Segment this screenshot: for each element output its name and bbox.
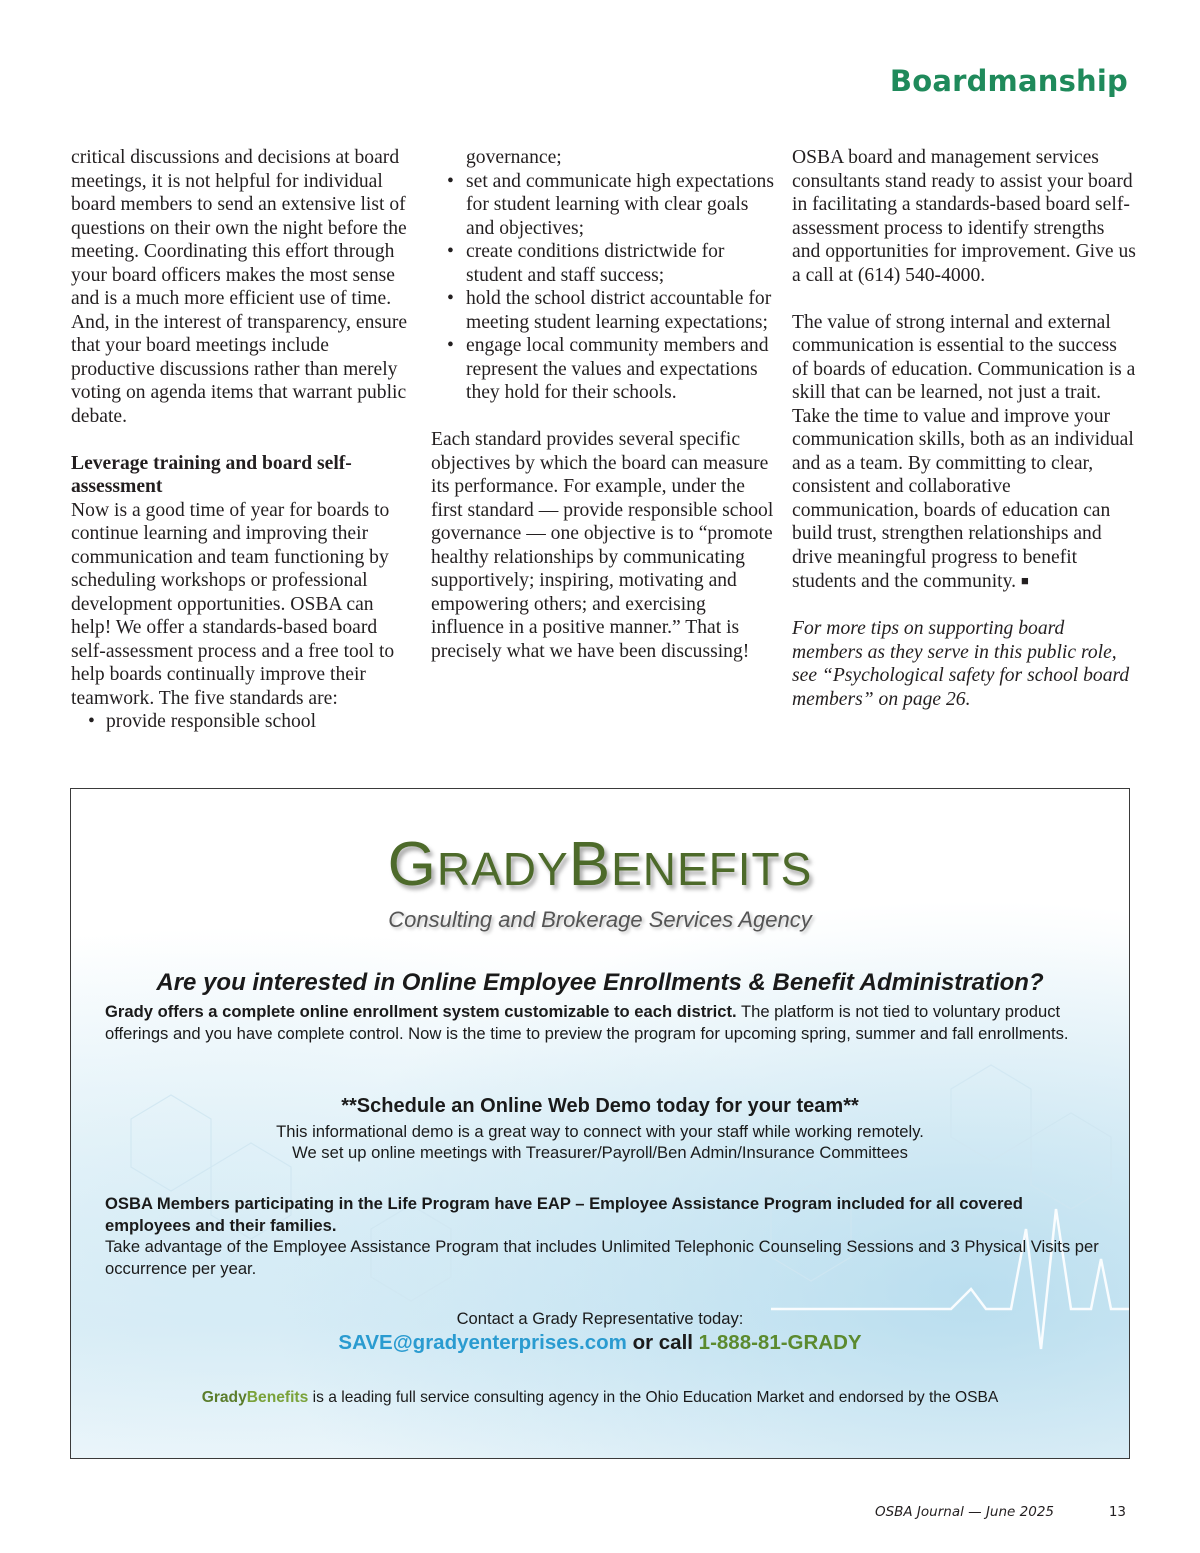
brand-name-part-1: Grady bbox=[201, 1389, 247, 1406]
col3-paragraph-2-text: The value of strong internal and external communication is essential to the success of boards of education. Communication is a skill that can be learned, not just a trait. Take the time to value and improve your communication skills, both as an individual and as a team. By committing to clear, consistent and collaborative communication, boards of education can build trust, strengthen relationships and drive meaningful progress to benefit students and the community. bbox=[792, 311, 1136, 592]
article-column-2 bbox=[431, 146, 776, 663]
or-call-text: or call bbox=[626, 1331, 699, 1354]
standards-list bbox=[431, 170, 776, 405]
list-item-continuation: governance; bbox=[466, 147, 562, 168]
ad-paragraph-1-bold: Grady offers a complete online enrollment system customizable to each district. bbox=[105, 1002, 737, 1021]
ad-paragraph-2-text: Take advantage of the Employee Assistance Program that includes Unlimited Telephonic Counseling Sessions and 3 Physical Visits per occurrence per year. bbox=[105, 1237, 1099, 1278]
list-item: • set and communicate high expectations for student learning with clear goals and objectives; bbox=[431, 170, 776, 241]
demo-line-1: This informational demo is a great way to connect with your staff while working remotely. bbox=[276, 1122, 924, 1141]
contact-line: Contact a Grady Representative today: bbox=[456, 1309, 744, 1328]
logo-initial-g: G bbox=[387, 830, 437, 899]
list-item: • provide responsible school bbox=[71, 710, 416, 734]
ad-footer-text: is a leading full service consulting agency in the Ohio Education Market and endorsed by the OSBA bbox=[308, 1389, 999, 1406]
grady-benefits-logo bbox=[71, 829, 1129, 900]
list-item: • hold the school district accountable for meeting student learning expectations; bbox=[431, 287, 776, 334]
col3-paragraph-2 bbox=[792, 311, 1137, 594]
brand-name bbox=[202, 1389, 309, 1406]
col1-paragraph-2: Now is a good time of year for boards to continue learning and improving their communication and team functioning by scheduling workshops or professional development opportunities. OSBA can help! We offer a standards-based board self-assessment process and a free tool to help boards continually improve their teamwork. The five standards are: bbox=[71, 499, 395, 709]
col3-note: For more tips on supporting board members as they serve in this public role, see “Psychological safety for school board members” on page 26. bbox=[792, 618, 1130, 710]
grady-benefits-ad bbox=[70, 788, 1130, 1459]
logo-tagline: Consulting and Brokerage Services Agency bbox=[388, 907, 812, 932]
list-item: • create conditions districtwide for student and staff success; bbox=[431, 240, 776, 287]
standards-list-start bbox=[71, 710, 416, 734]
col1-paragraph-1: critical discussions and decisions at board meetings, it is not helpful for individual board members to send an extensive list of questions on their own the night before the meeting. Coordinating this effort through your board officers makes the most sense and is a much more efficient use of time. And, in the interest of transparency, ensure that your board meetings include productive discussions rather than merely voting on agenda items that warrant public debate. bbox=[71, 147, 408, 427]
ad-paragraph-2 bbox=[105, 1193, 1105, 1279]
contact-info bbox=[71, 1331, 1129, 1355]
logo-rest-benefits: ENEFITS bbox=[611, 843, 813, 895]
col3-paragraph-1: OSBA board and management services consultants stand ready to assist your board in facilitating a standards-based board self-assessment process to identify strengths and opportunities for improvement. Give us a call at (614) 540-4000. bbox=[792, 147, 1136, 286]
email-link[interactable]: SAVE@gradyenterprises.com bbox=[338, 1331, 627, 1354]
ad-paragraph-1-text: The platform is not tied to voluntary product offerings and you have complete control. Now is the time to preview the program for upcoming spring, summer and fall enrollments. bbox=[105, 1002, 1069, 1043]
end-mark-icon: ■ bbox=[1020, 573, 1029, 588]
article-column-3 bbox=[792, 146, 1137, 711]
col2-paragraph-1: Each standard provides several specific objectives by which the board can measure its performance. For example, under the first standard — provide responsible school governance — one objective is to “promote healthy relationships by communicating supportively; inspiring, motivating and empowering others; and exercising influence in a positive manner.” That is precisely what we have been discussing! bbox=[431, 429, 774, 662]
col1-subhead: Leverage training and board self-assessment bbox=[71, 452, 352, 497]
ad-paragraph-2-bold: OSBA Members participating in the Life Program have EAP – Employee Assistance Program included for all covered employees and their families. bbox=[105, 1194, 1023, 1235]
page-number: 13 bbox=[1108, 1504, 1126, 1520]
demo-line-2: We set up online meetings with Treasurer/Payroll/Ben Admin/Insurance Committees bbox=[292, 1143, 908, 1162]
brand-name-part-2: Benefits bbox=[246, 1389, 309, 1406]
article-column-1 bbox=[71, 146, 416, 734]
section-title: Boardmanship bbox=[889, 64, 1128, 98]
ad-paragraph-1 bbox=[105, 1001, 1105, 1044]
list-item: • engage local community members and represent the values and expectations they hold for their schools. bbox=[431, 334, 776, 405]
logo-rest-grady: RADY bbox=[436, 843, 569, 895]
logo-initial-b: B bbox=[568, 830, 612, 899]
phone-number[interactable]: 1-888-81-GRADY bbox=[698, 1331, 862, 1354]
ad-footer-line bbox=[71, 1389, 1129, 1407]
ad-headline: Are you interested in Online Employee Enrollments & Benefit Administration? bbox=[156, 969, 1044, 996]
demo-title: **Schedule an Online Web Demo today for your team** bbox=[341, 1095, 859, 1117]
journal-footer: OSBA Journal — June 2025 bbox=[874, 1504, 1054, 1520]
